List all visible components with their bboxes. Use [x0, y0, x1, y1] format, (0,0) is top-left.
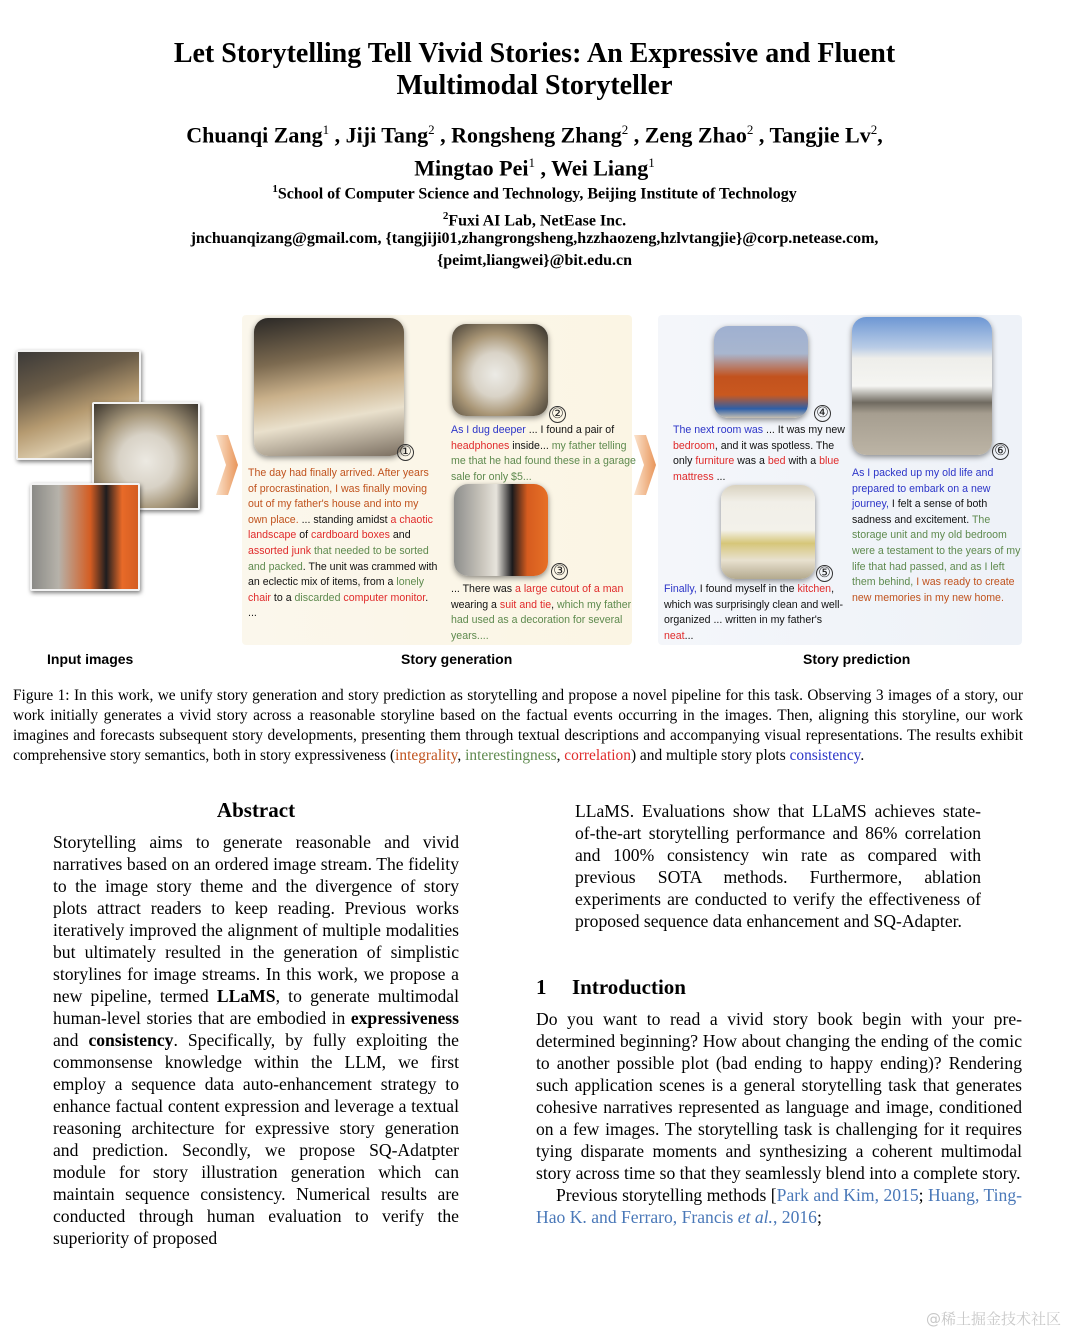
abstract-heading: Abstract	[216, 798, 296, 822]
story-text-2	[451, 423, 636, 485]
story-segment: with a	[785, 455, 820, 468]
story-segment: cardboard boxes	[311, 529, 390, 542]
abstract-text: Storytelling aims to generate reasonable and vivid narratives based on an ordered image stream. The fidelity to the image story theme and the divergence of story plots attract readers to keep reading. Previous works iteratively improved the alignment of multiple modalities but ultimately resulted in the generation of simplistic storylines for image streams. In this work, we propose a new pipeline, termed	[53, 832, 459, 1006]
affiliation-mark: 2	[442, 210, 449, 222]
story-number-2: ②	[549, 406, 566, 423]
story-segment: discarded	[294, 591, 341, 604]
caption-text-mid: ) and multiple story plots	[630, 747, 790, 764]
abstract-paragraph	[53, 831, 459, 1249]
citation-authors: Huang, Ting-Hao K. and Ferraro, Francis	[536, 1185, 1022, 1227]
story-segment: that needed to be sorted and packed	[248, 544, 429, 573]
abstract-text: and	[53, 1030, 89, 1050]
caption-sep: ,	[457, 747, 466, 764]
section-title: Introduction	[572, 975, 686, 999]
story-segment: , which was surprisingly clean and well-organized ... written in my father's	[664, 583, 843, 627]
story-segment: computer monitor	[340, 591, 426, 604]
story-segment: ... It was my new	[763, 424, 845, 436]
author-affiliation-mark: 2	[870, 122, 878, 137]
story-segment: ...	[684, 629, 694, 642]
section-number: 1	[536, 975, 547, 999]
citation-year: , 2016	[772, 1207, 817, 1227]
story-number-1: ①	[397, 444, 414, 461]
story-segment: ... I found a pair of	[525, 424, 615, 436]
caption-sep: ,	[556, 747, 565, 764]
story-segment: I felt a sense of both sadness and excitement.	[852, 498, 988, 526]
story-number-5: ⑤	[816, 565, 833, 582]
story-segment: . The unit was crammed with an eclectic mix of items, from a	[248, 560, 438, 589]
story-text-3	[451, 582, 636, 644]
intro-paragraph-2	[536, 1184, 1022, 1228]
paper-title	[0, 38, 1069, 102]
author-separator: ,	[329, 122, 346, 148]
abstract-consistency: consistency	[88, 1030, 174, 1050]
story-segment: suit and tie	[499, 598, 552, 611]
abstract-llams: LLaMS	[216, 986, 276, 1006]
label-story-generation: Story generation	[401, 651, 513, 667]
story-segment: . ...	[248, 591, 429, 620]
generated-image-1	[254, 318, 404, 456]
story-text-5	[664, 582, 849, 644]
citation-link[interactable]: Park and Kim, 2015	[776, 1185, 919, 1205]
author-affiliation-mark: 2	[746, 122, 754, 137]
title-line-2: Multimodal Storyteller	[396, 70, 673, 101]
story-segment: which my father had used as a decoration for several years....	[451, 598, 632, 642]
story-text-4	[673, 423, 853, 485]
story-segment: As I dug deeper	[451, 424, 526, 436]
story-number-6: ⑥	[992, 443, 1009, 460]
story-segment: bed	[767, 455, 786, 468]
predicted-image-garage	[852, 317, 992, 455]
author-separator: ,	[628, 122, 645, 148]
author-separator: ,	[434, 122, 452, 148]
citation-sep: ;	[918, 1185, 929, 1205]
predicted-image-bedroom	[714, 326, 808, 418]
label-story-prediction: Story prediction	[803, 651, 911, 667]
story-segment: ,	[551, 598, 558, 611]
story-segment: neat	[664, 629, 685, 642]
authors-line-1	[0, 116, 1069, 149]
story-segment: The day had finally arrived. After years of procrastination, I was finally moving out of my father's house and into my own place.	[248, 467, 429, 526]
author-affiliation-mark: 1	[528, 155, 535, 171]
story-segment: kitchen	[797, 583, 832, 595]
abstract-text: , to generate multimodal human-level stories that are embodied in	[53, 986, 459, 1028]
intro-text: ;	[816, 1207, 822, 1227]
story-segment: ... There was	[451, 583, 515, 595]
story-segment: , and it was spotless. The only	[673, 439, 835, 468]
story-segment: bedroom	[673, 439, 715, 452]
story-segment: lonely	[396, 576, 425, 589]
story-segment: blue mattress	[673, 455, 840, 483]
author-name: Wei Liang	[551, 155, 649, 181]
figure-caption	[13, 686, 1023, 766]
watermark: @稀土掘金技术社区	[925, 1310, 1061, 1328]
predicted-image-kitchen	[721, 485, 815, 579]
abstract-expressiveness: expressiveness	[350, 1008, 459, 1028]
affiliation-1	[0, 178, 1069, 205]
abstract-continuation: LLaMS. Evaluations show that LLaMS achieves state-of-the-art storytelling performance and 86% correlation and 100% consistency win rate as compared with previous SOTA methods. Furthermore, ablation experiments are conducted to verify the effectiveness of proposed sequence data enhancement and SQ-Adapter.	[575, 801, 981, 931]
affiliation-mark: 1	[272, 183, 278, 195]
caption-interestingness: interestingness	[465, 747, 557, 764]
intro-text: Previous storytelling methods [	[556, 1185, 777, 1205]
affiliation-text: School of Computer Science and Technology, Beijing Institute of Technology	[277, 185, 797, 203]
story-segment: Finally,	[664, 583, 697, 595]
generated-image-3	[454, 484, 548, 576]
author-affiliation-mark: 2	[621, 122, 629, 137]
story-segment: I found myself in the	[696, 583, 798, 595]
author-list	[0, 116, 1069, 183]
story-segment: and	[389, 529, 411, 542]
story-segment: ... standing amidst	[298, 513, 391, 526]
story-number-3: ③	[551, 563, 568, 580]
story-text-1	[248, 466, 438, 622]
affiliation-text: Fuxi AI Lab, NetEase Inc.	[448, 212, 627, 230]
story-segment: The next room was	[673, 424, 764, 436]
abstract-section	[53, 795, 459, 1249]
caption-end: .	[860, 747, 865, 764]
story-segment: chair	[248, 591, 271, 604]
arrow-icon	[216, 435, 238, 495]
intro-paragraph-1: Do you want to read a vivid story book begin with your predetermined beginning? How about changing the ending of the comic to another possible plot (bad ending to happy ending)? Rendering such application scenes is a general storytelling task that generates cohesive narratives represented as language and image, conditioned on a few images. The storytelling task is challenging for it requires tying disparate moments and synthesizing a coherent multimodal story across time so that they seamlessly blend into a complete story.	[536, 1009, 1022, 1183]
generated-image-2	[452, 324, 548, 416]
story-segment: a large cutout of a man	[514, 583, 624, 595]
story-segment: of	[296, 529, 312, 542]
author-name: Zeng Zhao	[644, 122, 747, 148]
story-segment: I was ready to create new memories in my new home.	[852, 576, 1015, 604]
story-segment: assorted junk	[248, 544, 312, 557]
title-line-1: Let Storytelling Tell Vivid Stories: An Expressive and Fluent	[173, 38, 896, 69]
caption-correlation: correlation	[564, 747, 631, 764]
story-segment: headphones	[451, 439, 510, 452]
input-image-cutout-man	[30, 483, 140, 591]
author-separator: ,	[534, 155, 552, 181]
right-column	[536, 800, 1022, 1228]
author-affiliation-mark: 1	[648, 155, 655, 171]
author-name: Mingtao Pei	[414, 155, 529, 181]
caption-text: Figure 1: In this work, we unify story generation and story prediction as storytelling and propose a novel pipeline for this task. Observing 3 images of a story, our work initially generates a vivid story across a reasonable storyline based on the factual events occurring in the images. Then, aligning this storyline, our work imagines and forecasts subsequent story developments, presenting them through textual descriptions and accompanying visual representations. The results exhibit comprehensive story semantics, both in story expressiveness (	[13, 687, 1023, 764]
caption-integrality: integrality	[395, 747, 458, 764]
author-separator: ,	[877, 122, 883, 148]
author-name: Tangjie Lv	[769, 122, 871, 148]
story-segment: wearing a	[451, 598, 500, 611]
story-segment: inside...	[509, 439, 552, 452]
abstract-text: . Specifically, by fully exploiting the commonsense knowledge within the LLM, we first employ a sequence data auto-enhancement strategy to enhance factual content expression and leverage a textual reasoning architecture for expressive story generation and prediction. Secondly, we propose SQ-Adatpter module for story illustration generation which can maintain sequence consistency. Numerical results are conducted through human evaluation to verify the superiority of proposed	[53, 1030, 459, 1248]
section-heading-introduction	[536, 972, 1022, 1002]
citation-etal: et al.	[737, 1207, 773, 1227]
story-segment: to a	[270, 591, 295, 604]
author-emails	[0, 228, 1069, 272]
author-affiliation-mark: 2	[428, 122, 435, 137]
story-number-4: ④	[814, 405, 831, 422]
story-segment: ...	[713, 470, 726, 483]
story-segment: my father telling me that he had found these in a garage sale for only $5...	[451, 439, 636, 483]
story-segment: The storage unit and my old bedroom were a testament to the years of my life that had passed, and as I left them behind,	[852, 513, 1021, 589]
story-segment: furniture	[695, 455, 735, 468]
emails-line-2: {peimt,liangwei}@bit.edu.cn	[436, 252, 633, 269]
author-name: Chuanqi Zang	[186, 122, 323, 148]
story-text-6	[852, 466, 1024, 606]
story-segment: was a	[734, 455, 768, 468]
author-name: Jiji Tang	[345, 122, 429, 148]
story-segment: a chaotic landscape	[248, 513, 433, 542]
figure-1	[0, 300, 1069, 680]
emails-line-1: jnchuanqizang@gmail.com, {tangjiji01,zhangrongsheng,hzzhaozeng,hzlvtangjie}@corp.netease.com,	[190, 230, 879, 247]
story-segment: As I packed up my old life and prepared to embark on a new journey,	[852, 467, 994, 511]
label-input-images: Input images	[47, 651, 134, 667]
author-separator: ,	[753, 122, 770, 148]
arrow-icon	[634, 435, 656, 495]
author-affiliation-mark: 1	[322, 122, 330, 137]
author-name: Rongsheng Zhang	[451, 122, 622, 148]
caption-consistency: consistency	[789, 747, 861, 764]
